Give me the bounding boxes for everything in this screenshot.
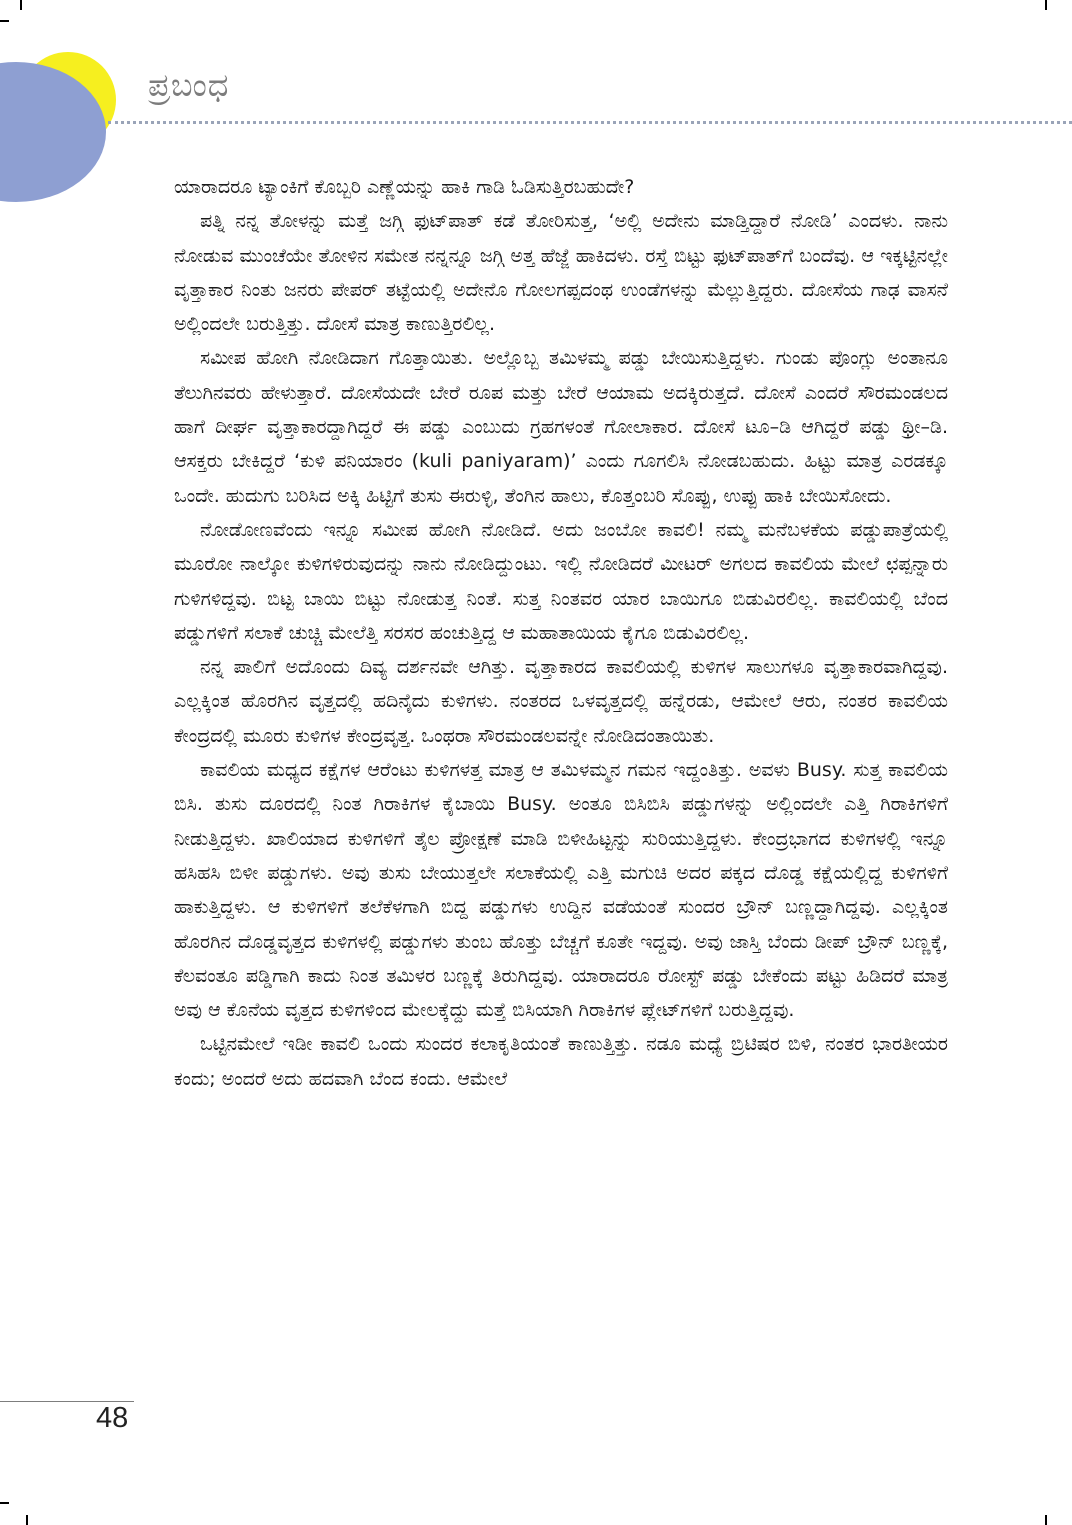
article-body [174, 170, 948, 1096]
paragraph-3: ಸಮೀಪ ಹೋಗಿ ನೋಡಿದಾಗ ಗೊತ್ತಾಯಿತು. ಅಲ್ಲೊಬ್ಬ ತಮಿಳಮ್ಮ ಪಡ್ಡು ಬೇಯಿಸುತ್ತಿದ್ದಳು. ಗುಂಡು ಪೊಂಗ್ಲು ಅಂತಾನೂ ತೆಲುಗಿನವರು ಹೇಳುತ್ತಾರೆ. ದೋಸೆಯದೇ ಬೇರೆ ರೂಪ ಮತ್ತು ಬೇರೆ ಆಯಾಮ ಅದಕ್ಕಿರುತ್ತದೆ. ದೋಸೆ ಎಂದರೆ ಸೌರಮಂಡಲದ ಹಾಗೆ ದೀರ್ಘ ವೃತ್ತಾಕಾರದ್ದಾಗಿದ್ದರೆ ಈ ಪಡ್ಡು ಎಂಬುದು ಗ್ರಹಗಳಂತೆ ಗೋಲಾಕಾರ. ದೋಸೆ ಟೂ–ಡಿ ಆಗಿದ್ದರೆ ಪಡ್ಡು ಥ್ರೀ–ಡಿ. ಆಸಕ್ತರು ಬೇಕಿದ್ದರೆ ‘ಕುಳಿ ಪನಿಯಾರಂ (kuli paniyaram)’ ಎಂದು ಗೂಗಲಿಸಿ ನೋಡಬಹುದು. ಹಿಟ್ಟು ಮಾತ್ರ ಎರಡಕ್ಕೂ ಒಂದೇ. ಹುದುಗು ಬರಿಸಿದ ಅಕ್ಕಿ ಹಿಟ್ಟಿಗೆ ತುಸು ಈರುಳ್ಳಿ, ತೆಂಗಿನ ಹಾಲು, ಕೊತ್ತಂಬರಿ ಸೊಪ್ಪು, ಉಪ್ಪು ಹಾಕಿ ಬೇಯಿಸೋದು. [174, 347, 948, 507]
crop-mark-bottom-right [1045, 1515, 1047, 1525]
paragraph-5: ನನ್ನ ಪಾಲಿಗೆ ಅದೊಂದು ದಿವ್ಯ ದರ್ಶನವೇ ಆಗಿತ್ತು. ವೃತ್ತಾಕಾರದ ಕಾವಲಿಯಲ್ಲಿ ಕುಳಿಗಳ ಸಾಲುಗಳೂ ವೃತ್ತಾಕಾರವಾಗಿದ್ದವು. ಎಲ್ಲಕ್ಕಿಂತ ಹೊರಗಿನ ವೃತ್ತದಲ್ಲಿ ಹದಿನೈದು ಕುಳಿಗಳು. ನಂತರದ ಒಳವೃತ್ತದಲ್ಲಿ ಹನ್ನೆರಡು, ಆಮೇಲೆ ಆರು, ನಂತರ ಕಾವಲಿಯ ಕೇಂದ್ರದಲ್ಲಿ ಮೂರು ಕುಳಿಗಳ ಕೇಂದ್ರವೃತ್ತ. ಒಂಥರಾ ಸೌರಮಂಡಲವನ್ನೇ ನೋಡಿದಂತಾಯಿತು. [174, 656, 948, 747]
crop-mark-top-left [20, 0, 22, 10]
section-title: ಪ್ರಬಂಧ [148, 66, 230, 104]
paragraph-7: ಒಟ್ಟಿನಮೇಲೆ ಇಡೀ ಕಾವಲಿ ಒಂದು ಸುಂದರ ಕಲಾಕೃತಿಯಂತೆ ಕಾಣುತ್ತಿತ್ತು. ನಡೂ ಮಧ್ಯೆ ಬ್ರಿಟಿಷರ ಬಿಳಿ, ನಂತರ ಭಾರತೀಯರ ಕಂದು; ಅಂದರೆ ಅದು ಹದವಾಗಿ ಬೆಂದ ಕಂದು. ಆಮೇಲೆ [174, 1033, 948, 1090]
crop-mark-top-right [1045, 0, 1047, 10]
crop-mark-left-upper [0, 20, 9, 22]
header-dotted-rule [108, 121, 1072, 124]
paragraph-1: ಯಾರಾದರೂ ಟ್ಯಾಂಕಿಗೆ ಕೊಬ್ಬರಿ ಎಣ್ಣೆಯನ್ನು ಹಾಕಿ ಗಾಡಿ ಓಡಿಸುತ್ತಿರಬಹುದೇ? [174, 176, 635, 198]
paragraph-2: ಪತ್ನಿ ನನ್ನ ತೋಳನ್ನು ಮತ್ತೆ ಜಗ್ಗಿ ಫುಟ್‌ಪಾತ್ ಕಡೆ ತೋರಿಸುತ್ತ, ‘ಅಲ್ಲಿ ಅದೇನು ಮಾಡ್ತಿದ್ದಾರೆ ನೋಡಿ’ ಎಂದಳು. ನಾನು ನೋಡುವ ಮುಂಚೆಯೇ ತೋಳಿನ ಸಮೇತ ನನ್ನನ್ನೂ ಜಗ್ಗಿ ಅತ್ತ ಹೆಜ್ಜೆ ಹಾಕಿದಳು. ರಸ್ತೆ ಬಿಟ್ಟು ಫುಟ್‌ಪಾತ್‌ಗೆ ಬಂದೆವು. ಆ ಇಕ್ಕಟ್ಟಿನಲ್ಲೇ ವೃತ್ತಾಕಾರ ನಿಂತು ಜನರು ಪೇಪರ್ ತಟ್ಟೆಯಲ್ಲಿ ಅದೇನೊ ಗೋಲಗಪ್ಪದಂಥ ಉಂಡೆಗಳನ್ನು ಮೆಲ್ಲುತ್ತಿದ್ದರು. ದೋಸೆಯ ಗಾಢ ವಾಸನೆ ಅಲ್ಲಿಂದಲೇ ಬರುತ್ತಿತ್ತು. ದೋಸೆ ಮಾತ್ರ ಕಾಣುತ್ತಿರಲಿಲ್ಲ. [174, 210, 948, 336]
paragraph-6: ಕಾವಲಿಯ ಮಧ್ಯದ ಕಕ್ಷೆಗಳ ಆರೆಂಟು ಕುಳಿಗಳತ್ತ ಮಾತ್ರ ಆ ತಮಿಳಮ್ಮನ ಗಮನ ಇದ್ದಂತಿತ್ತು. ಅವಳು Busy. ಸುತ್ತ ಕಾವಲಿಯ ಬಿಸಿ. ತುಸು ದೂರದಲ್ಲಿ ನಿಂತ ಗಿರಾಕಿಗಳ ಕೈಬಾಯಿ Busy. ಅಂತೂ ಬಿಸಿಬಿಸಿ ಪಡ್ಡುಗಳನ್ನು ಅಲ್ಲಿಂದಲೇ ಎತ್ತಿ ಗಿರಾಕಿಗಳಿಗೆ ನೀಡುತ್ತಿದ್ದಳು. ಖಾಲಿಯಾದ ಕುಳಿಗಳಿಗೆ ತೈಲ ಪ್ರೋಕ್ಷಣೆ ಮಾಡಿ ಬಿಳೀಹಿಟ್ಟನ್ನು ಸುರಿಯುತ್ತಿದ್ದಳು. ಕೇಂದ್ರಭಾಗದ ಕುಳಿಗಳಲ್ಲಿ ಇನ್ನೂ ಹಸಿಹಸಿ ಬಿಳೀ ಪಡ್ಡುಗಳು. ಅವು ತುಸು ಬೇಯುತ್ತಲೇ ಸಲಾಕೆಯಲ್ಲಿ ಎತ್ತಿ ಮಗುಚಿ ಅದರ ಪಕ್ಕದ ದೊಡ್ಡ ಕಕ್ಷೆಯಲ್ಲಿದ್ದ ಕುಳಿಗಳಿಗೆ ಹಾಕುತ್ತಿದ್ದಳು. ಆ ಕುಳಿಗಳಿಗೆ ತಲೆಕೆಳಗಾಗಿ ಬಿದ್ದ ಪಡ್ಡುಗಳು ಉದ್ದಿನ ವಡೆಯಂತೆ ಸುಂದರ ಬ್ರೌನ್ ಬಣ್ಣದ್ದಾಗಿದ್ದವು. ಎಲ್ಲಕ್ಕಿಂತ ಹೊರಗಿನ ದೊಡ್ಡವೃತ್ತದ ಕುಳಿಗಳಲ್ಲಿ ಪಡ್ಡುಗಳು ತುಂಬ ಹೊತ್ತು ಬೆಚ್ಚಗೆ ಕೂತೇ ಇದ್ದವು. ಅವು ಜಾಸ್ತಿ ಬೆಂದು ಡೀಪ್ ಬ್ರೌನ್ ಬಣ್ಣಕ್ಕೆ, ಕೆಲವಂತೂ ಪಡ್ಡಿಗಾಗಿ ಕಾದು ನಿಂತ ತಮಿಳರ ಬಣ್ಣಕ್ಕೆ ತಿರುಗಿದ್ದವು. ಯಾರಾದರೂ ರೋಸ್ಟ್ ಪಡ್ಡು ಬೇಕೆಂದು ಪಟ್ಟು ಹಿಡಿದರೆ ಮಾತ್ರ ಅವು ಆ ಕೊನೆಯ ವೃತ್ತದ ಕುಳಿಗಳಿಂದ ಮೇಲಕ್ಕೆದ್ದು ಮತ್ತೆ ಬಿಸಿಯಾಗಿ ಗಿರಾಕಿಗಳ ಪ್ಲೇಟ್‌ಗಳಿಗೆ ಬರುತ್ತಿದ್ದವು. [174, 759, 948, 1022]
crop-mark-bottom-left [26, 1515, 28, 1525]
page-number: 48 [96, 1402, 129, 1434]
paragraph-4: ನೋಡೋಣವೆಂದು ಇನ್ನೂ ಸಮೀಪ ಹೋಗಿ ನೋಡಿದೆ. ಅದು ಜಂಬೋ ಕಾವಲಿ! ನಮ್ಮ ಮನೆಬಳಕೆಯ ಪಡ್ಡುಪಾತ್ರೆಯಲ್ಲಿ ಮೂರೋ ನಾಲ್ಕೋ ಕುಳಿಗಳಿರುವುದನ್ನು ನಾನು ನೋಡಿದ್ದುಂಟು. ಇಲ್ಲಿ ನೋಡಿದರೆ ಮೀಟರ್ ಅಗಲದ ಕಾವಲಿಯ ಮೇಲೆ ಛಪ್ಪನ್ನಾರು ಗುಳಿಗಳಿದ್ದವು. ಬಿಟ್ಟ ಬಾಯಿ ಬಿಟ್ಟು ನೋಡುತ್ತ ನಿಂತೆ. ಸುತ್ತ ನಿಂತವರ ಯಾರ ಬಾಯಿಗೂ ಬಿಡುವಿರಲಿಲ್ಲ. ಕಾವಲಿಯಲ್ಲಿ ಬೆಂದ ಪಡ್ಡುಗಳಿಗೆ ಸಲಾಕೆ ಚುಚ್ಚಿ ಮೇಲೆತ್ತಿ ಸರಸರ ಹಂಚುತ್ತಿದ್ದ ಆ ಮಹಾತಾಯಿಯ ಕೈಗೂ ಬಿಡುವಿರಲಿಲ್ಲ. [174, 518, 948, 644]
crop-mark-left-lower [0, 1502, 9, 1504]
